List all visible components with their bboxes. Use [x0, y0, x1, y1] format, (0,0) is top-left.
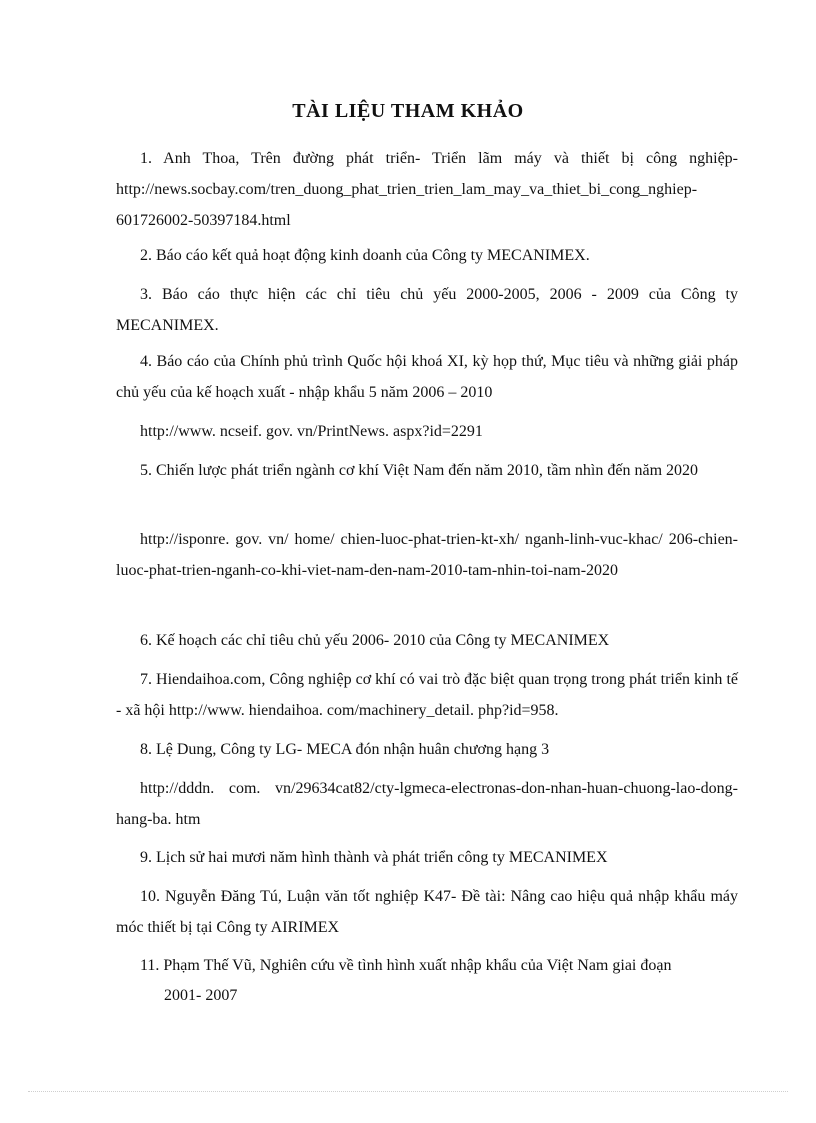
reference-6: 6. Kế hoạch các chỉ tiêu chủ yếu 2006- 2010 của Công ty MECANIMEX	[140, 632, 610, 649]
reference-11-continuation: 2001- 2007	[164, 987, 238, 1004]
reference-10: 10. Nguyễn Đăng Tú, Luận văn tốt nghiệp K47- Đề tài: Nâng cao hiệu quả nhập khẩu máy móc thiết bị tại Công ty AIRIMEX	[116, 888, 738, 936]
page-bottom-divider	[28, 1091, 788, 1092]
reference-11: 11. Phạm Thế Vũ, Nghiên cứu về tình hình xuất nhập khẩu của Việt Nam giai đoạn	[140, 957, 672, 974]
reference-9: 9. Lịch sử hai mươi năm hình thành và phát triển công ty MECANIMEX	[140, 849, 608, 866]
reference-2: 2. Báo cáo kết quả hoạt động kinh doanh của Công ty MECANIMEX.	[140, 247, 590, 264]
reference-7: 7. Hiendaihoa.com, Công nghiệp cơ khí có vai trò đặc biệt quan trọng trong phát triển kinh tế - xã hội http://www. hiendaihoa. com/machinery_detail. php?id=958.	[116, 671, 738, 719]
reference-1: 1. Anh Thoa, Trên đường phát triển- Triển lãm máy và thiết bị công nghiệp- http://news.socbay.com/tren_duong_phat_trien_trien_lam_may_va_thiet_bi_cong_nghiep-601726002-50397184.html	[116, 150, 738, 229]
reference-8-url: http://dddn. com. vn/29634cat82/cty-lgmeca-electronas-don-nhan-huan-chuong-lao-dong-hang-ba. htm	[116, 780, 738, 828]
reference-5-url: http://isponre. gov. vn/ home/ chien-luoc-phat-trien-kt-xh/ nganh-linh-vuc-khac/ 206-chien-luoc-phat-trien-nganh-co-khi-viet-nam-den-nam-2010-tam-nhin-toi-nam-2020	[116, 531, 738, 579]
page-title: TÀI LIỆU THAM KHẢO	[292, 100, 524, 122]
reference-8: 8. Lệ Dung, Công ty LG- MECA đón nhận huân chương hạng 3	[140, 741, 550, 758]
reference-3: 3. Báo cáo thực hiện các chỉ tiêu chủ yếu 2000-2005, 2006 - 2009 của Công ty MECANIMEX.	[116, 286, 738, 334]
reference-5: 5. Chiến lược phát triển ngành cơ khí Việt Nam đến năm 2010, tầm nhìn đến năm 2020	[140, 462, 699, 479]
reference-4-url: http://www. ncseif. gov. vn/PrintNews. aspx?id=2291	[140, 423, 483, 440]
reference-4: 4. Báo cáo của Chính phủ trình Quốc hội khoá XI, kỳ họp thứ, Mục tiêu và những giải pháp chủ yếu của kế hoạch xuất - nhập khẩu 5 năm 2006 – 2010	[116, 353, 738, 401]
